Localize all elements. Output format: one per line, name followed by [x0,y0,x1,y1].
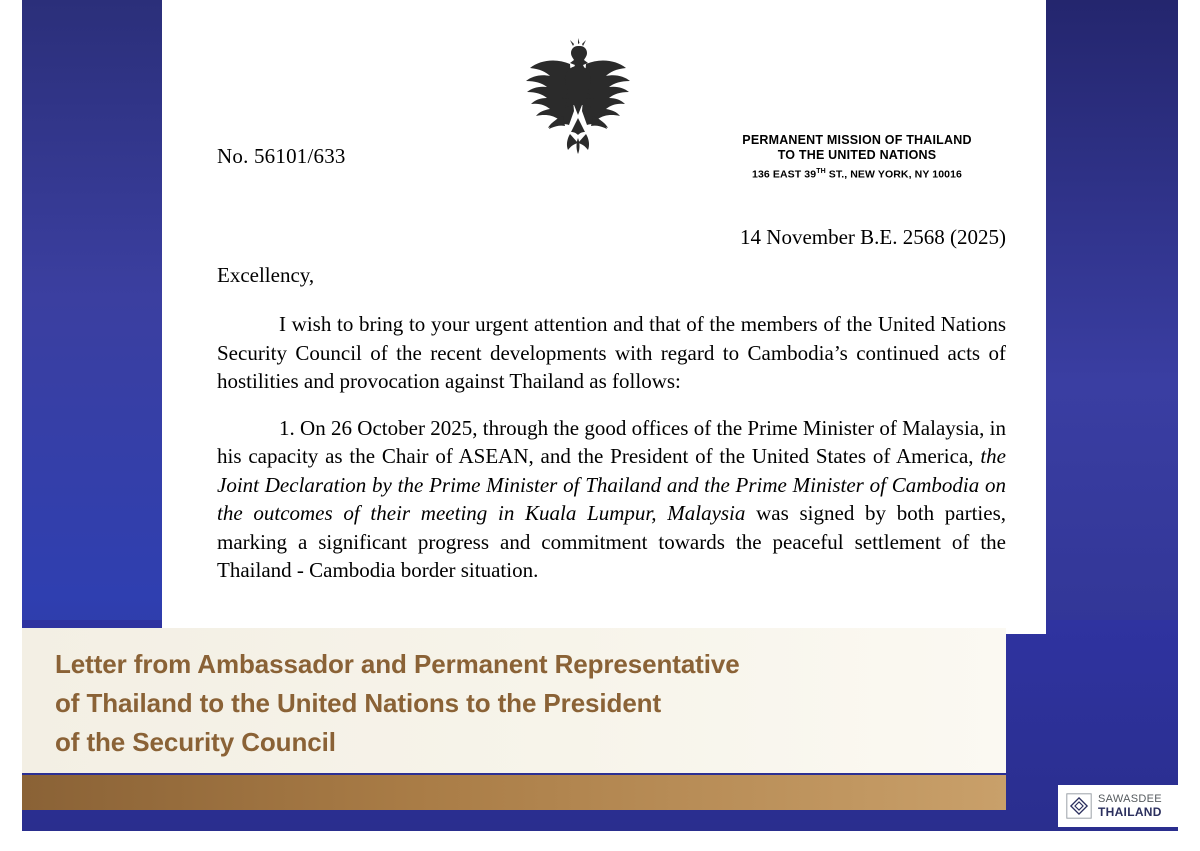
logo-line-1: SAWASDEE [1098,793,1162,805]
salutation: Excellency, [217,263,315,287]
letterhead-line-1: PERMANENT MISSION OF THAILAND [742,133,972,147]
paragraph-1: I wish to bring to your urgent attention and that of the members of the United Nations Security Council of the recent developments with regard to Cambodia’s continued acts of hostilities and provocation against Thailand as follows: [217,312,1006,393]
sawasdee-thailand-logo [1058,785,1178,827]
letterhead [707,133,1007,183]
caption-line-2: of Thailand to the United Nations to the President [55,688,662,718]
reference-number: No. 56101/633 [217,144,346,168]
letter-document-image [162,0,1046,634]
garuda-emblem-icon [518,38,638,158]
gold-accent-bar [22,775,1006,810]
logo-line-2: THAILAND [1098,805,1162,819]
bottom-white-margin [0,831,1200,851]
paragraph-2: 1. On 26 October 2025, through the good offices of the Prime Minister of Malaysia, in his capacity as the Chair of ASEAN, and the President of the United States of America, the Joint Declaration by the Prime Minister of Thailand and the Prime Minister of Cambodia on the outcomes of their meeting in Kuala Lumpur, Malaysia was signed by both parties, marking a significant progress and commitment towards the peaceful settlement of the Thailand - Cambodia border situation. [217,415,1007,582]
right-white-margin [1178,0,1200,851]
letterhead-address-sup: TH [816,168,826,175]
letterhead-address-pre: 136 EAST 39 [752,168,817,181]
caption-text [55,645,985,762]
letterhead-address-post: ST., NEW YORK, NY 10016 [825,168,962,181]
letter-body [217,310,1006,585]
letterhead-line-2: TO THE UNITED NATIONS [777,148,937,162]
caption-line-1: Letter from Ambassador and Permanent Representative [55,649,740,679]
letter-date: 14 November B.E. 2568 (2025) [740,225,1006,249]
caption-line-3: of the Security Council [55,727,336,757]
sawasdee-diamond-icon [1066,793,1092,819]
left-white-margin [0,0,22,851]
logo-wordmark [1098,793,1162,819]
letterhead-line-3 [707,164,1007,183]
